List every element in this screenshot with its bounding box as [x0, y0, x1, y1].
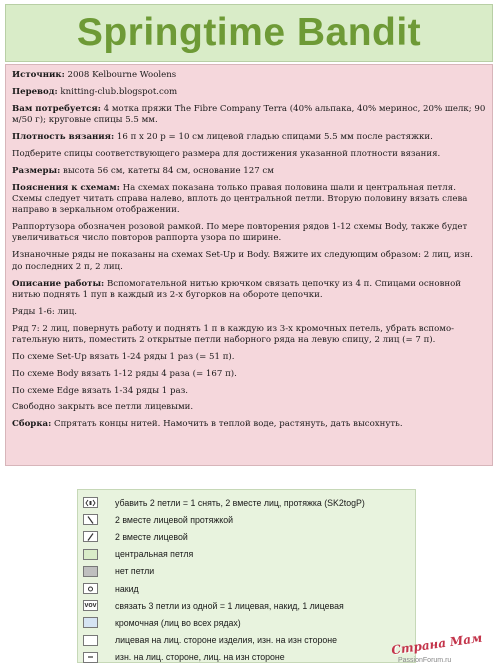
schemes-value: На схемах показана только правая половина шали и центральная петля. Схемы следует читать справа налево, вплоть до центральной петли. Вторую половину вязать слева направо в зеркальном отображении.	[12, 182, 468, 216]
assembly-label: Сборка:	[12, 419, 52, 430]
translation-line	[12, 87, 486, 98]
legend-row	[83, 494, 415, 511]
bindoff-line: Свободно закрыть все петли лицевыми.	[12, 402, 194, 413]
source-value: 2008 Kelbourne Woolens	[64, 70, 177, 80]
gauge-label: Плотность вязания:	[12, 131, 115, 142]
watermark-site: PassionForum.ru	[398, 657, 452, 664]
source-line	[12, 70, 486, 81]
yarn-over-icon	[83, 583, 98, 594]
repeat-note: Раппортузора обозначен розовой рамкой. По мере повторения рядов 1-12 схемы Body, также будет увеличиваться число повторов раппорта узора по ширине.	[12, 222, 468, 244]
legend-row	[83, 511, 415, 528]
materials-value: 4 мотка пряжи The Fibre Company Terra (40% альпака, 40% меринос, 20% шелк; 90 м/50 г); круговые спицы 5.5 мм.	[12, 103, 486, 126]
sizes-line	[12, 166, 486, 177]
rows-1-6: Ряды 1-6: лиц.	[12, 306, 77, 317]
legend-label: накид	[115, 583, 139, 594]
ssk-icon	[83, 514, 98, 525]
legend-row	[83, 632, 415, 649]
schemes-label: Пояснения к схемам:	[12, 182, 120, 193]
legend-label: 2 вместе лицевой протяжкой	[115, 514, 234, 525]
no-stitch-icon	[83, 566, 98, 577]
pattern-description	[5, 64, 493, 466]
sk2p-icon	[83, 497, 98, 508]
legend-label: лицевая на лиц. стороне изделия, изн. на изн стороне	[115, 635, 338, 646]
legend-row	[83, 546, 415, 563]
legend-row	[83, 528, 415, 545]
chart-legend	[77, 489, 416, 663]
setup-line: По схеме Set-Up вязать 1-24 ряды 1 раз (= 51 п).	[12, 351, 235, 362]
legend-label: связать 3 петли из одной = 1 лицевая, накид, 1 лицевая	[115, 600, 344, 611]
purl-rows-note: Изнаночные ряды не показаны на схемах Set-Up и Body. Вяжите их следующим образом: 2 лиц, изн. до последних 2 п, 2 лиц.	[12, 250, 473, 272]
schemes-line	[12, 183, 486, 217]
purl-icon	[83, 652, 98, 663]
needles-note: Подберите спицы соответствующего размера для достижения указанной плотности вязания.	[12, 148, 441, 159]
legend-label: изн. на лиц. стороне, лиц. на изн стороне	[115, 652, 285, 663]
sizes-label: Размеры:	[12, 165, 61, 176]
page-title: Springtime Bandit	[76, 11, 422, 54]
work-line	[12, 279, 486, 302]
sizes-value: высота 56 см, катеты 84 см, основание 127 см	[60, 165, 274, 176]
legend-label: убавить 2 петли = 1 снять, 2 вместе лиц, протяжка (SK2togP)	[115, 497, 365, 508]
three-from-one-icon: vov	[84, 602, 97, 610]
assembly-value: Спрятать концы нитей. Намочить в теплой воде, растянуть, дать высохнуть.	[51, 419, 403, 430]
legend-row	[83, 597, 415, 614]
translation-label: Перевод:	[12, 86, 58, 97]
center-stitch-icon	[83, 549, 98, 560]
materials-line	[12, 104, 486, 127]
knit-icon	[83, 635, 98, 646]
edge-stitch-icon	[83, 617, 98, 628]
work-value: Вспомогательной нитью крючком связать цепочку из 4 п. Спицами основной нитью поднять 1 пуп в каждый из 2-х бугорков на обороте цепочки.	[12, 278, 462, 300]
legend-label: нет петли	[115, 566, 155, 577]
legend-label: центральная петля	[115, 549, 194, 560]
legend-row	[83, 563, 415, 580]
legend-label: кромочная (лиц во всех рядах)	[115, 617, 241, 628]
legend-row	[83, 580, 415, 597]
body-line: По схеме Body вязать 1-12 ряды 4 раза (= 167 п).	[12, 368, 237, 379]
materials-label: Вам потребуется:	[12, 103, 101, 114]
gauge-value: 16 п х 20 р = 10 см лицевой гладью спицами 5.5 мм после растяжки.	[114, 131, 433, 142]
legend-label: 2 вместе лицевой	[115, 531, 188, 542]
assembly-line	[12, 419, 486, 430]
row-7: Ряд 7: 2 лиц, повернуть работу и поднять 1 п в каждую из 3-х кромочных петель, убрать вспомо- гательную нить, поместить 2 открытые петли наборного ряда на левую спицу, 2 лиц (= 7 п).	[12, 323, 455, 345]
legend-row	[83, 649, 415, 666]
title-banner	[5, 4, 493, 62]
k2tog-icon	[83, 531, 98, 542]
watermark-logo: Страна Мам	[390, 630, 484, 658]
gauge-line	[12, 132, 486, 143]
edge-line: По схеме Edge вязать 1-34 ряды 1 раз.	[12, 385, 189, 396]
source-label: Источник:	[12, 70, 65, 80]
work-label: Описание работы:	[12, 278, 105, 289]
legend-row	[83, 614, 415, 631]
translation-link[interactable]: knitting-club.blogspot.com	[57, 86, 178, 97]
